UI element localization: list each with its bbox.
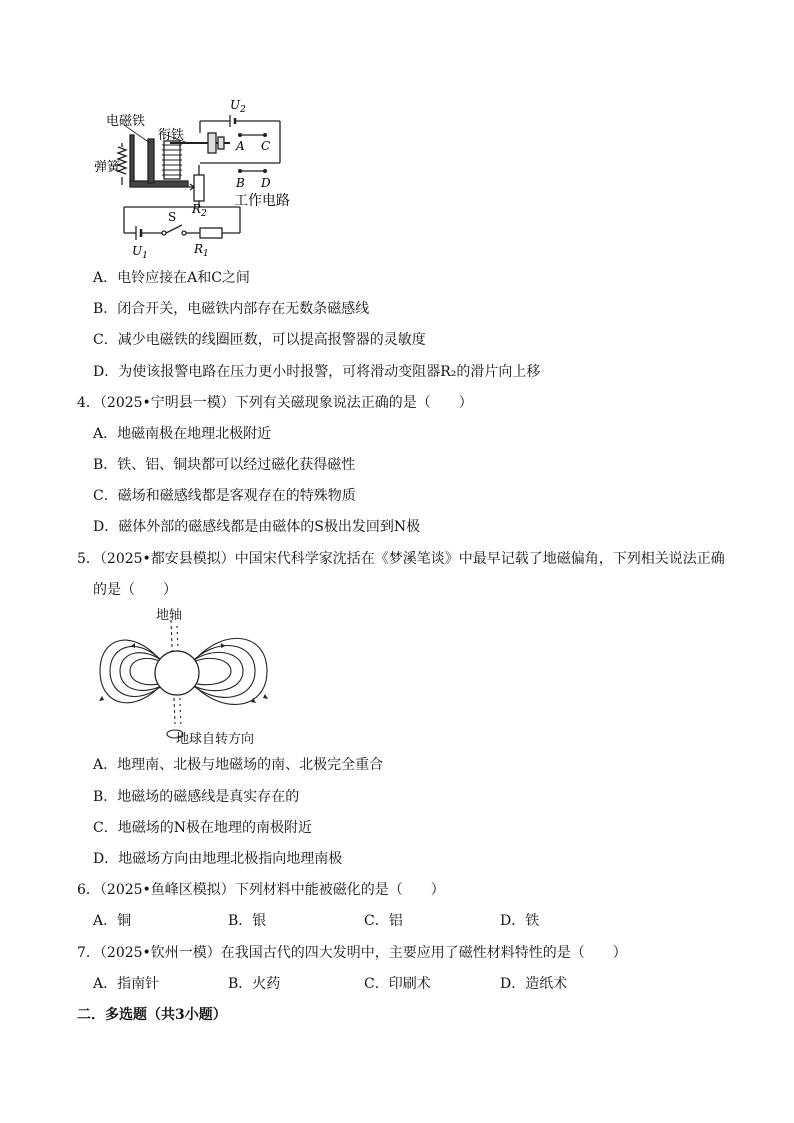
label-armature: 衔铁 [158,128,185,143]
label-r2-sub: 2 [201,209,207,219]
label-r2: R [192,202,202,216]
q5-stem-line2: 的是（ ） [93,582,177,598]
svg-text:R1 [193,242,209,259]
q5-option-a: A．地理南、北极与地磁场的南、北极完全重合 [93,757,384,773]
label-r1: R [194,242,204,256]
q5-stem-line1: 5．（2025•都安县模拟）中国宋代科学家沈括在《梦溪笔谈》中最早记载了地磁偏角，下列相关说法正确 [77,551,725,567]
earth-magnetic-field-figure [95,606,275,748]
q4-option-d: D．磁体外部的磁感线都是由磁体的S极出发回到N极 [93,519,421,535]
svg-text:U2 [230,98,246,115]
q4-stem: 4．（2025•宁明县一模）下列有关磁现象说法正确的是（ ） [77,395,473,411]
relay-circuit-figure [90,95,310,263]
q3-option-a: A．电铃应接在A和C之间 [93,270,250,286]
q4-option-c: C．磁场和磁感线都是客观存在的特殊物质 [93,488,356,504]
label-d: D [261,176,271,190]
q6-option-b: B．银 [228,913,267,929]
label-spring: 弹簧 [94,160,121,175]
svg-text:U1 [132,244,148,261]
q4-option-b: B．铁、铝、铜块都可以经过磁化获得磁性 [93,457,356,473]
q7-option-c: C．印刷术 [364,976,431,992]
label-c: C [261,139,271,153]
q7-option-a: A．指南针 [93,976,160,992]
label-b: B [236,176,245,190]
section-2-heading: 二．多选题（共3小题） [77,1007,227,1023]
label-earth-axis: 地轴 [156,608,183,623]
q6-option-d: D．铁 [500,913,540,929]
label-r1-sub: 1 [203,249,209,259]
q6-stem: 6．（2025•鱼峰区模拟）下列材料中能被磁化的是（ ） [77,882,445,898]
label-u1-sub: 1 [142,251,148,261]
q5-option-c: C．地磁场的N极在地理的南极附近 [93,820,312,836]
q3-option-b: B．闭合开关，电磁铁内部存在无数条磁感线 [93,301,370,317]
q5-option-b: B．地磁场的磁感线是真实存在的 [93,789,300,805]
label-a: A [236,139,245,153]
q6-option-a: A．铜 [93,913,132,929]
label-earth-rotation: 地球自转方向 [176,732,255,747]
label-working-circuit: 工作电路 [234,193,290,209]
q6-option-c: C．铝 [364,913,403,929]
svg-text:R2 [191,202,207,219]
label-u2-sub: 2 [240,105,246,115]
q5-option-d: D．地磁场方向由地理北极指向地理南极 [93,851,343,867]
q3-option-d: D．为使该报警电路在压力更小时报警，可将滑动变阻器R₂的滑片向上移 [93,364,541,380]
label-switch-s: S [168,210,177,224]
q4-option-a: A．地磁南极在地理北极附近 [93,426,272,442]
label-u2: U [230,98,241,112]
label-electromagnet: 电磁铁 [106,114,146,129]
q7-option-d: D．造纸术 [500,976,568,992]
q7-stem: 7．（2025•钦州一模）在我国古代的四大发明中，主要应用了磁性材料特性的是（ ） [77,945,627,961]
q3-option-c: C．减少电磁铁的线圈匝数，可以提高报警器的灵敏度 [93,332,426,348]
q7-option-b: B．火药 [228,976,281,992]
label-u1: U [132,244,143,258]
